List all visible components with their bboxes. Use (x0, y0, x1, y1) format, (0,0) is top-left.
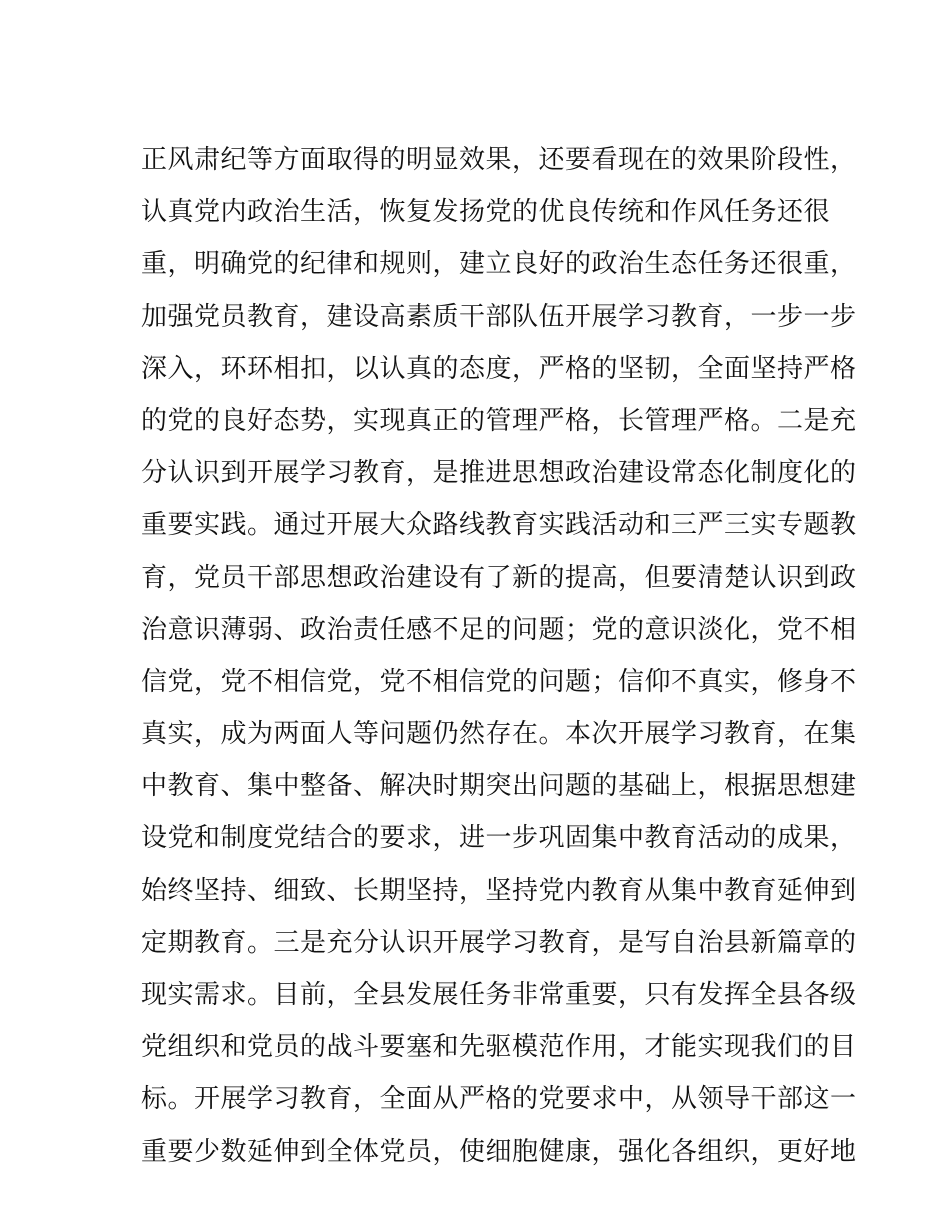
text-line: 中教育、集中整备、解决时期突出问题的基础上，根据思想建 (141, 771, 857, 802)
text-line: 的党的良好态势，实现真正的管理严格，长管理严格。二是充 (141, 405, 857, 436)
text-line: 现实需求。目前，全县发展任务非常重要，只有发挥全县各级 (141, 980, 857, 1010)
text-line: 信党，党不相信党，党不相信党的问题；信仰不真实，修身不 (141, 666, 857, 697)
text-line: 治意识薄弱、政治责任感不足的问题；党的意识淡化，党不相 (141, 614, 857, 645)
text-line: 认真党内政治生活，恢复发扬党的优良传统和作风任务还很 (141, 197, 831, 228)
text-line: 始终坚持、细致、长期坚持，坚持党内教育从集中教育延伸到 (141, 875, 857, 906)
text-line: 党组织和党员的战斗要塞和先驱模范作用，才能实现我们的目 (141, 1032, 857, 1063)
text-line: 重要少数延伸到全体党员，使细胞健康，强化各组织，更好地 (141, 1136, 857, 1167)
text-line: 分认识到开展学习教育，是推进思想政治建设常态化制度化的 (141, 458, 857, 489)
text-line: 标。开展学习教育，全面从严格的党要求中，从领导干部这一 (141, 1084, 857, 1115)
body-text (141, 134, 857, 1178)
text-line: 育，党员干部思想政治建设有了新的提高，但要清楚认识到政 (141, 562, 857, 593)
text-line: 正风肃纪等方面取得的明显效果，还要看现在的效果阶段性， (141, 145, 857, 175)
text-line: 设党和制度党结合的要求，进一步巩固集中教育活动的成果， (141, 823, 857, 854)
text-line: 深入，环环相扣，以认真的态度，严格的坚韧，全面坚持严格 (141, 353, 857, 384)
text-line: 真实，成为两面人等问题仍然存在。本次开展学习教育，在集 (141, 719, 857, 750)
text-line: 重要实践。通过开展大众路线教育实践活动和三严三实专题教 (141, 510, 857, 541)
text-line: 加强党员教育，建设高素质干部队伍开展学习教育，一步一步 (141, 301, 857, 332)
text-line: 定期教育。三是充分认识开展学习教育，是写自治县新篇章的 (141, 927, 857, 958)
text-line: 重，明确党的纪律和规则，建立良好的政治生态任务还很重， (141, 249, 857, 280)
